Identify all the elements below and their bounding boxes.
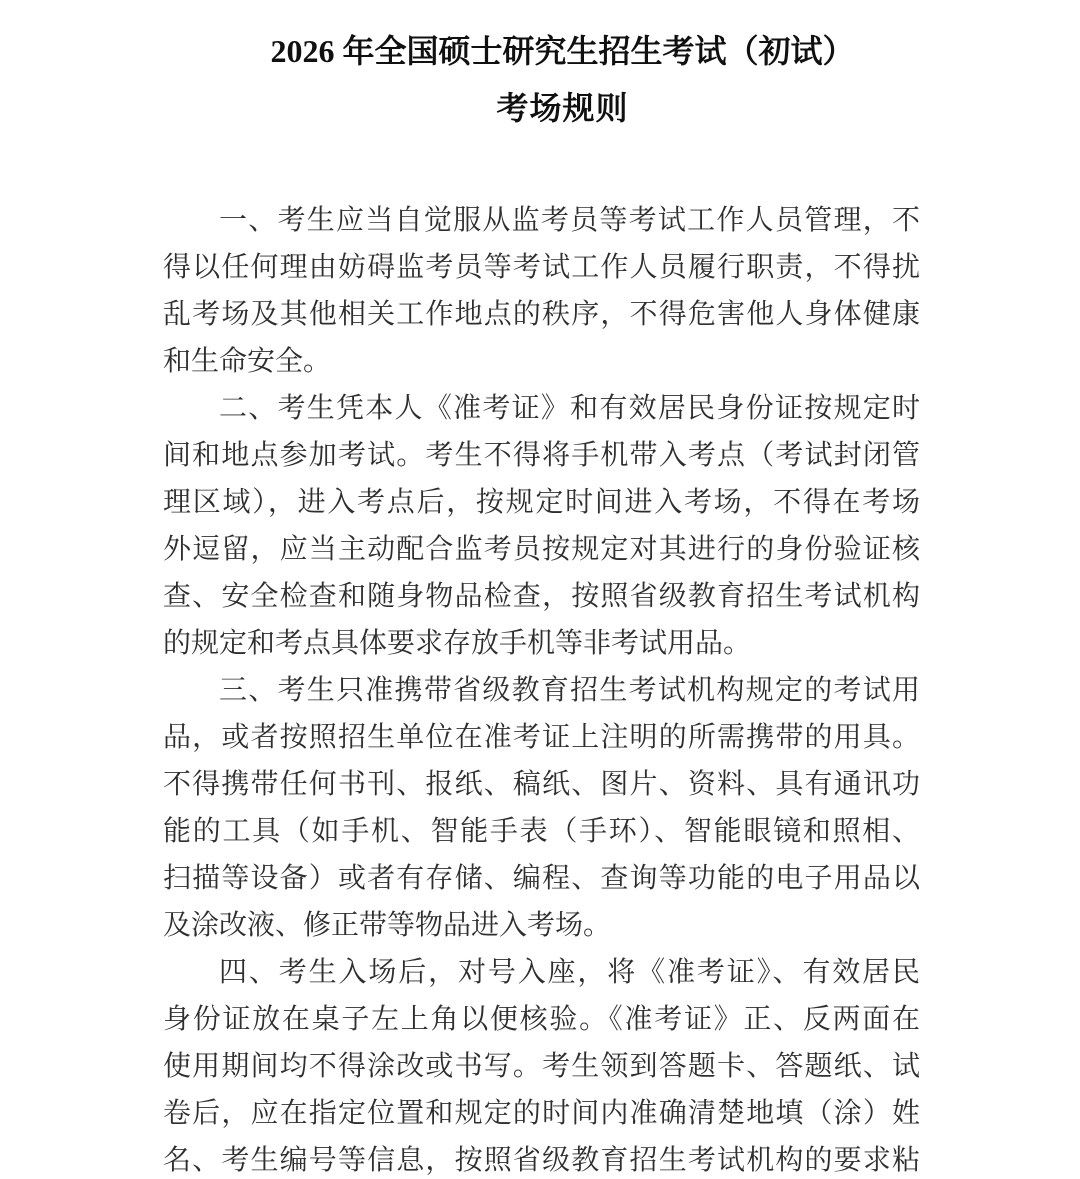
body-line: 二、考生凭本人《准考证》和有效居民身份证按规定时 <box>219 393 920 424</box>
paragraph <box>163 949 920 1179</box>
paragraph <box>163 197 920 385</box>
body-line: 不得携带任何书刊、报纸、稿纸、图片、资料、具有通讯功 <box>163 769 920 800</box>
body-line: 身份证放在桌子左上角以便核验。《准考证》正、反两面在 <box>163 1004 920 1035</box>
page-title: 2026 年全国硕士研究生招生考试（初试） <box>270 33 855 69</box>
body-line: 查、安全检查和随身物品检查，按照省级教育招生考试机构 <box>163 581 920 612</box>
page-subtitle: 考场规则 <box>496 90 629 126</box>
body-line: 使用期间均不得涂改或书写。考生领到答题卡、答题纸、试 <box>163 1051 920 1082</box>
body-line: 扫描等设备）或者有存储、编程、查询等功能的电子用品以 <box>163 863 920 894</box>
body-line: 能的工具（如手机、智能手表（手环）、智能眼镜和照相、 <box>163 816 920 847</box>
paragraph <box>163 385 920 667</box>
body-line: 间和地点参加考试。考生不得将手机带入考点（考试封闭管 <box>163 440 920 471</box>
body-line: 四、考生入场后，对号入座，将《准考证》、有效居民 <box>219 957 920 988</box>
body-line: 三、考生只准携带省级教育招生考试机构规定的考试用 <box>219 675 920 706</box>
body-line: 及涂改液、修正带等物品进入考场。 <box>163 910 612 941</box>
body-line: 卷后，应在指定位置和规定的时间内准确清楚地填（涂）姓 <box>163 1098 920 1129</box>
body-line: 乱考场及其他相关工作地点的秩序，不得危害他人身体健康 <box>163 299 920 330</box>
paragraph <box>163 667 920 949</box>
body-line: 得以任何理由妨碍监考员等考试工作人员履行职责，不得扰 <box>163 252 920 283</box>
body-line: 品，或者按照招生单位在准考证上注明的所需携带的用具。 <box>163 722 920 753</box>
body-line: 名、考生编号等信息，按照省级教育招生考试机构的要求粘 <box>163 1145 920 1176</box>
body-line: 外逗留，应当主动配合监考员按规定对其进行的身份验证核 <box>163 534 920 565</box>
document-title <box>184 0 941 136</box>
document-body <box>163 197 920 1179</box>
body-line: 的规定和考点具体要求存放手机等非考试用品。 <box>163 628 752 659</box>
body-line: 理区域），进入考点后，按规定时间进入考场，不得在考场 <box>163 487 920 518</box>
body-line: 和生命安全。 <box>163 346 332 377</box>
body-line: 一、考生应当自觉服从监考员等考试工作人员管理，不 <box>219 205 920 236</box>
